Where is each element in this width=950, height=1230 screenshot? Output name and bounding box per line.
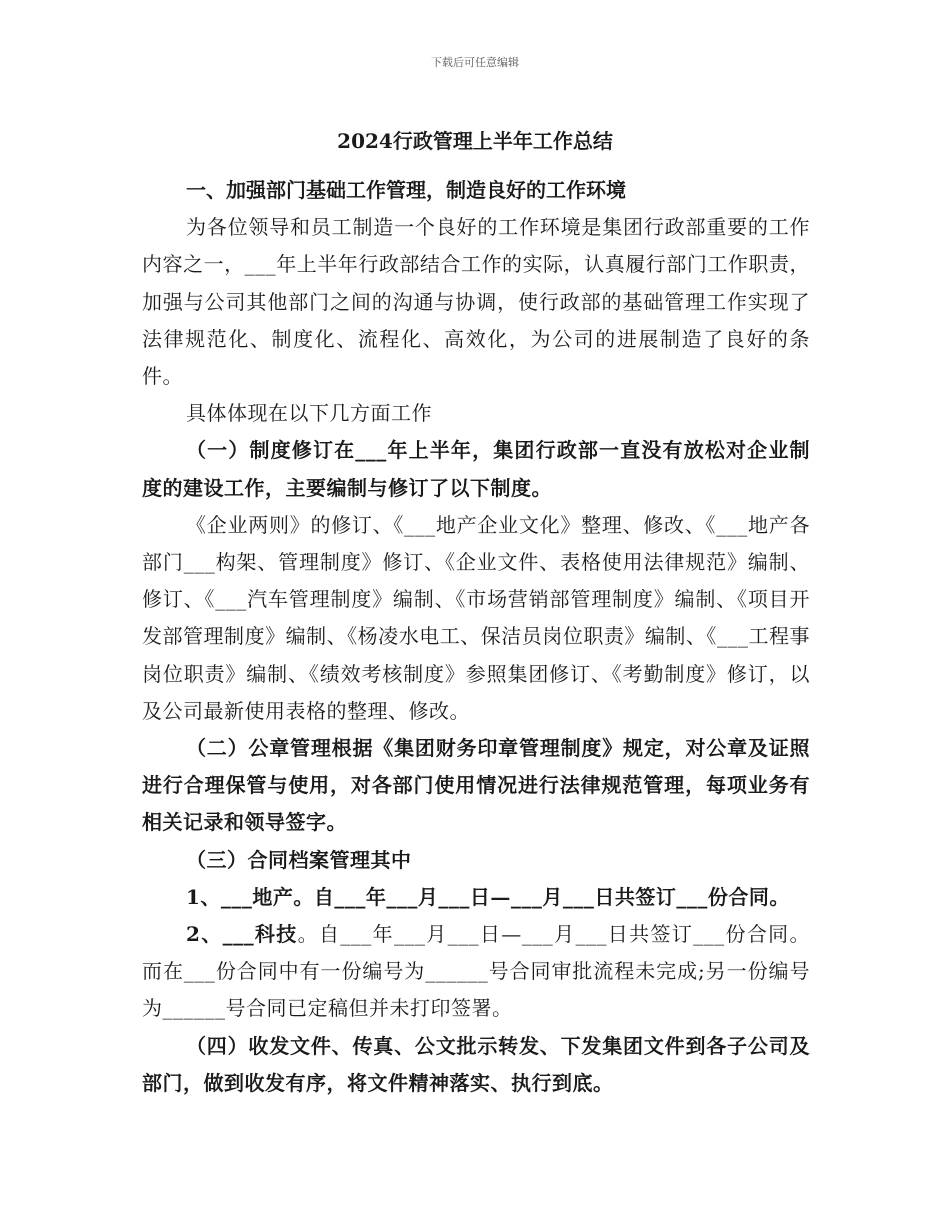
item-3-line-2-rest: 。自___年___月___日—___月___日共签订___份合同。而在___份合同中有一份编号为______号合同审批流程未完成;另一份编号为______号合同已定稿但并未打印签署。 (142, 922, 811, 1021)
item-4-paragraph: （四）收发文件、传真、公文批示转发、下发集团文件到各子公司及部门，做到收发有序，将文件精神落实、执行到底。 (142, 1033, 810, 1095)
item-3-line-1: 1、___地产。自___年___月___日—___月___日共签订___份合同。 (186, 884, 790, 909)
item-3-line-2-label: 2、___科技 (186, 922, 298, 947)
section-heading-1: 一、加强部门基础工作管理，制造良好的工作环境 (186, 178, 626, 202)
document-title: 2024行政管理上半年工作总结 (337, 129, 613, 153)
intro-paragraph: 为各位领导和员工制造一个良好的工作环境是集团行政部重要的工作内容之一，___年上半年行政部结合工作的实际，认真履行部门工作职责，加强与公司其他部门之间的沟通与协调，使行政部的基础管理工作实现了法律规范化、制度化、流程化、高效化，为公司的进展制造了良好的条件。 (142, 215, 810, 389)
specifics-paragraph: 具体体现在以下几方面工作 (186, 401, 432, 426)
document-body (142, 172, 810, 1102)
item-3-paragraph: （三）合同档案管理其中 (186, 847, 412, 872)
header-note: 下载后可任意编辑 (431, 56, 519, 69)
item-1-paragraph: （一）制度修订在___年上半年，集团行政部一直没有放松对企业制度的建设工作，主要编制与修订了以下制度。 (142, 438, 810, 500)
item-2-paragraph: （二）公章管理根据《集团财务印章管理制度》规定，对公章及证照进行合理保管与使用，对各部门使用情况进行法律规范管理，每项业务有相关记录和领导签字。 (142, 736, 810, 835)
item-3-line-2 (142, 916, 810, 1028)
item-1-detail-paragraph: 《企业两则》的修订、《___地产企业文化》整理、修改、《___地产各部门___构架、管理制度》修订、《企业文件、表格使用法律规范》编制、修订、《___汽车管理制度》编制、《市场营销部管理制度》编制、《项目开发部管理制度》编制、《杨凌水电工、保洁员岗位职责》编制、《___工程事岗位职责》编制、《绩效考核制度》参照集团修订、《考勤制度》修订，以及公司最新使用表格的整理、修改。 (142, 512, 810, 723)
